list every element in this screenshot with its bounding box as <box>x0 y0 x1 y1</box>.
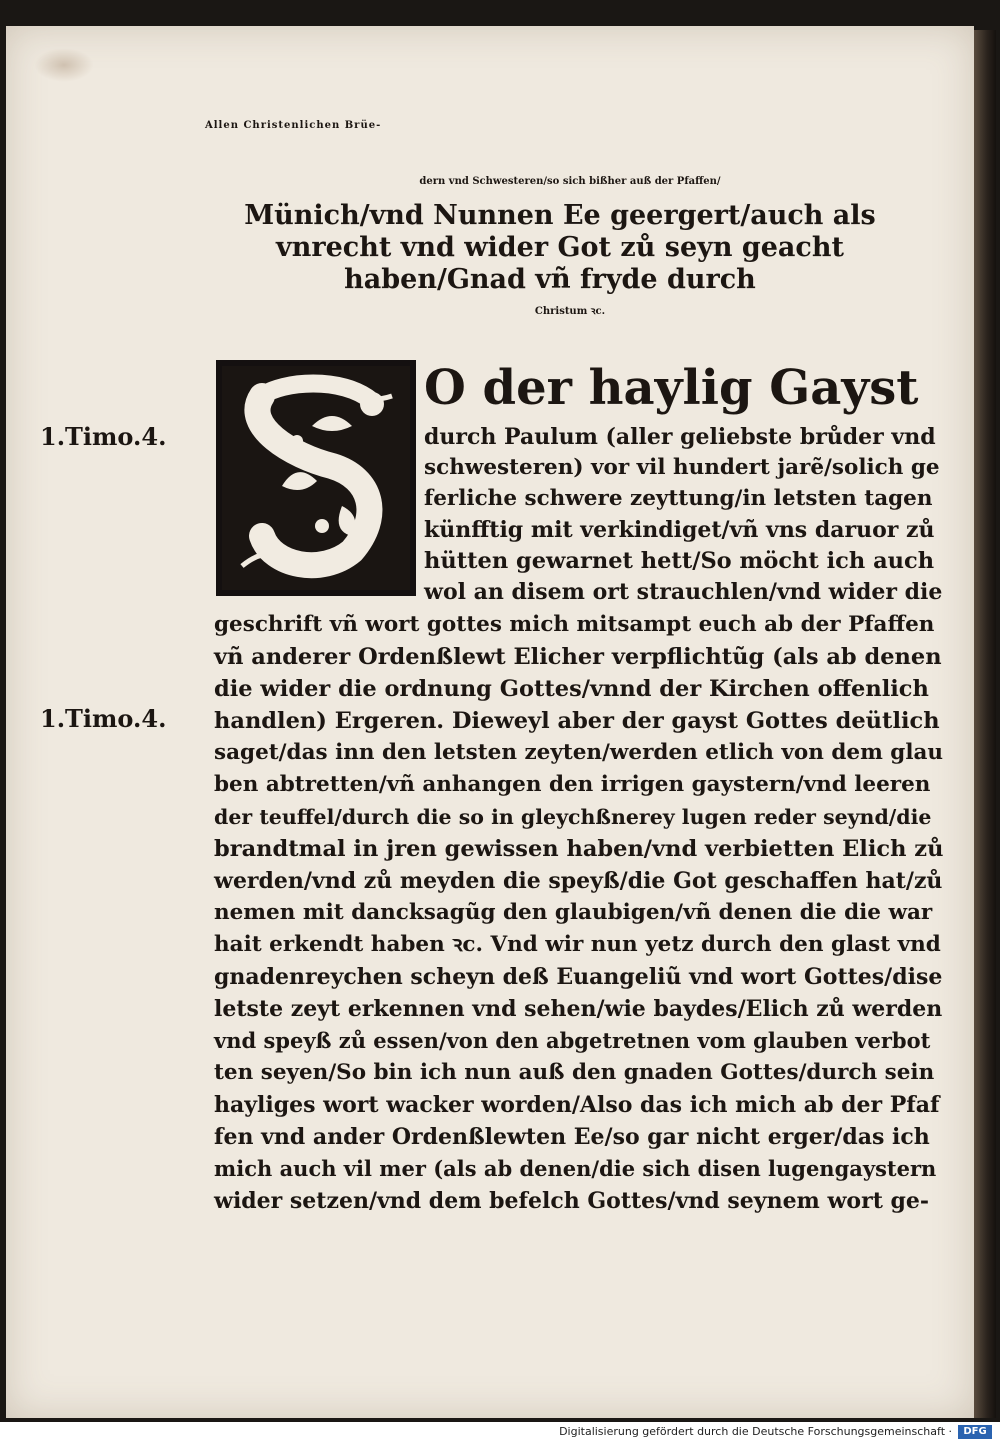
heading-line-1: dern vnd Schwesteren/so sich bißher auß der Pfaffen/ <box>419 176 721 187</box>
dfg-logo: DFG <box>958 1425 992 1439</box>
body-line: hayliges wort wacker worden/Also das ich mich ab der Pfaf <box>214 1092 940 1118</box>
body-line: schwesteren) vor vil hundert jarẽ/solich ge <box>424 455 940 480</box>
lead-line: O der haylig Gayst <box>424 360 919 416</box>
body-line: die wider die ordnung Gottes/vnnd der Kirchen offenlich <box>214 676 929 702</box>
body-line: ferliche schwere zeyttung/in letsten tagen <box>424 486 933 511</box>
body-line: geschrift vñ wort gottes mich mitsampt euch ab der Pfaffen <box>214 612 935 637</box>
margin-note-1: 1.Timo.4. <box>40 422 167 451</box>
margin-note-2: 1.Timo.4. <box>40 704 167 733</box>
body-line: der teuffel/durch die so in gleychßnerey lugen reder seynd/die <box>214 805 932 829</box>
body-line: hütten gewarnet hett/So möcht ich auch <box>424 548 935 574</box>
digitization-credit: Digitalisierung gefördert durch die Deutsche Forschungsgemeinschaft · <box>559 1425 952 1438</box>
paper-stain <box>34 48 94 82</box>
body-line: gnadenreychen scheyn deß Euangeliũ vnd wort Gottes/dise <box>214 964 943 990</box>
heading-line-3: vnrecht vnd wider Got zů seyn geacht <box>276 232 844 263</box>
body-line: werden/vnd zů meyden die speyß/die Got geschaffen hat/zů <box>214 868 943 894</box>
ornament-s-icon <box>222 366 410 590</box>
page-heading: Allen Christenlichen Brüe- <box>205 120 382 131</box>
body-line: mich auch vil mer (als ab denen/die sich disen lugengaystern <box>214 1156 937 1181</box>
body-line: saget/das inn den letsten zeyten/werden etlich von dem glau <box>214 740 944 765</box>
heading-line-2: Münich/vnd Nunnen Ee geergert/auch als <box>244 200 876 231</box>
body-line: brandtmal in jren gewissen haben/vnd verbietten Elich zů <box>214 836 944 862</box>
page-edge <box>974 30 996 1418</box>
body-line: künfftig mit verkindiget/vñ vns daruor zů <box>424 517 935 543</box>
body-line: nemen mit dancksagũg den glaubigen/vñ denen die die war <box>214 900 933 925</box>
body-line: ten seyen/So bin ich nun auß den gnaden Gottes/durch sein <box>214 1060 935 1085</box>
body-line: letste zeyt erkennen vnd sehen/wie baydes/Elich zů werden <box>214 996 943 1022</box>
body-line: hait erkendt haben ꝛc. Vnd wir nun yetz durch den glast vnd <box>214 932 941 957</box>
body-line: vñ anderer Ordenßlewt Elicher verpflichtũg (als ab denen <box>214 644 942 670</box>
body-line: ben abtretten/vñ anhangen den irrigen gaystern/vnd leeren <box>214 772 931 797</box>
heading-line-5: Christum ꝛc. <box>534 306 606 317</box>
body-line: wider setzen/vnd dem befelch Gottes/vnd seynem wort ge- <box>214 1188 930 1214</box>
body-line: durch Paulum (aller geliebste brůder vnd <box>424 424 936 450</box>
body-line: handlen) Ergeren. Dieweyl aber der gayst Gottes deütlich <box>214 708 940 734</box>
body-line: fen vnd ander Ordenßlewten Ee/so gar nicht erger/das ich <box>214 1124 930 1150</box>
decorated-initial-s <box>216 360 416 596</box>
body-line: wol an disem ort strauchlen/vnd wider die <box>424 579 943 605</box>
heading-line-4: haben/Gnad vñ fryde durch <box>344 264 756 295</box>
body-line: vnd speyß zů essen/von den abgetretnen vom glauben verbot <box>214 1028 931 1053</box>
